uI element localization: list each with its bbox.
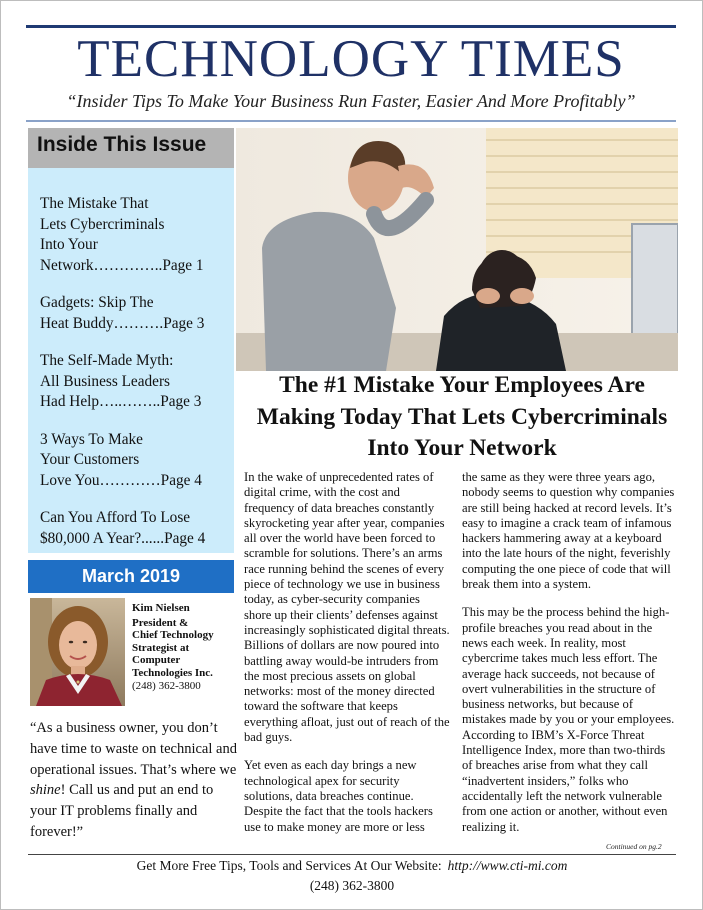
toc-line: Can You Afford To Lose [40, 509, 191, 526]
toc-line: All Business Leaders [40, 372, 171, 390]
author-photo [30, 598, 125, 706]
hero-image [236, 128, 678, 371]
quote-text: ! Call us and put an end to your IT problems finally and forever!” [30, 782, 214, 840]
toc-line: The Self-Made Myth: [40, 352, 174, 369]
author-name: Kim Nielsen [132, 602, 190, 614]
footer-text: Get More Free Tips, Tools and Services At Our Website: [136, 858, 442, 873]
website-link[interactable]: http://www.cti-mi.com [447, 858, 568, 873]
masthead-top-rule [26, 25, 676, 28]
quote-emphasis: shine [30, 782, 61, 799]
author-info [132, 602, 236, 692]
toc-line: Lets Cybercriminals [40, 215, 165, 233]
toc-line: Love You…………Page 4 [40, 471, 202, 489]
toc-item-afford-to-lose[interactable] [40, 508, 226, 549]
newsletter-title: TECHNOLOGY TIMES [77, 30, 625, 88]
author-role-line: Chief Technology [132, 629, 214, 642]
article-headline: The #1 Mistake Your Employees Are Making Today That Lets Cybercriminals Into Your Network [256, 372, 668, 461]
toc-title: Inside This Issue [28, 128, 234, 168]
author-role-line: President & [132, 616, 189, 629]
toc-line: Your Customers [40, 451, 140, 468]
author-company-line: Technologies Inc. [132, 666, 213, 679]
toc-line: $80,000 A Year?......Page 4 [40, 529, 206, 547]
article-paragraph: Yet even as each day brings a new technological apex for security solutions, data breaches continue. Despite the fact that the tools hackers use to make money are more or less [244, 758, 433, 834]
toc-item-mistake[interactable] [40, 194, 226, 276]
article-paragraph: the same as they were three years ago, nobody seems to question why companies are still being hacked at record levels. It’s easy to imagine a crack team of infamous hackers hammering away at a keyboard into the late hours of the night, feverishly computing the one piece of code that will break them into a system. [462, 470, 675, 592]
toc-line: 3 Ways To Make [40, 430, 143, 448]
author-phone: (248) 362-3800 [132, 679, 201, 692]
article-column-left [244, 470, 450, 848]
author-company-line: Computer [132, 654, 181, 667]
quote-text: “As a business owner, you don’t have time to waste on technical and operational issues. That’s where we [30, 720, 237, 778]
toc-line: Gadgets: Skip The [40, 294, 154, 311]
footer-website-line [28, 858, 676, 874]
article-paragraph: This may be the process behind the high-profile breaches you read about in the news each week. In reality, most cybercrime takes much less effort. The average hack succeeds, not because of overt vulnerabilities in the structure of business networks, but because of mistakes made by you or your employees. According to IBM’s X-Force Threat Intelligence Index, more than two-thirds of breaches arise from what they call “inadvertent insiders,” folks who accidentally left the network vulnerable from one action or another, without even realizing it. [462, 605, 675, 834]
article-column-right [462, 470, 676, 848]
toc-line: Into Your [40, 236, 98, 253]
toc-item-self-made-myth[interactable] [40, 351, 226, 413]
owner-quote [30, 718, 238, 843]
toc-line: The Mistake That [40, 195, 149, 212]
table-of-contents [28, 168, 234, 553]
masthead-bottom-rule [26, 120, 676, 122]
toc-line: Heat Buddy……….Page 3 [40, 314, 205, 332]
toc-item-customers[interactable] [40, 430, 226, 492]
article-paragraph: In the wake of unprecedented rates of digital crime, with the cost and frequency of data breaches constantly skyrocketing year after year, companies all over the world have been forced to scramble for solutions. There’s an arms race running behind the scenes of every piece of technology we use in business today, as cyber-security companies shore up their clients’ defenses against increasingly sophisticated digital threats. Billions of dollars are now poured into battling away would-be intruders from the most precious assets on global networks: most of the money directed toward the software that keeps everything afloat, just out of reach of the bad guys. [244, 470, 450, 745]
newsletter-tagline: “Insider Tips To Make Your Business Run Faster, Easier And More Profitably” [66, 91, 636, 111]
author-role-line: Strategist at [132, 641, 190, 654]
continued-note: Continued on pg.2 [606, 842, 662, 851]
footer-phone: (248) 362-3800 [309, 878, 395, 893]
toc-line: Network…………..Page 1 [40, 256, 204, 274]
issue-date-banner: March 2019 [28, 560, 234, 593]
toc-item-gadgets[interactable] [40, 293, 226, 334]
footer-rule [28, 854, 676, 855]
toc-line: Had Help…..……..Page 3 [40, 393, 202, 410]
